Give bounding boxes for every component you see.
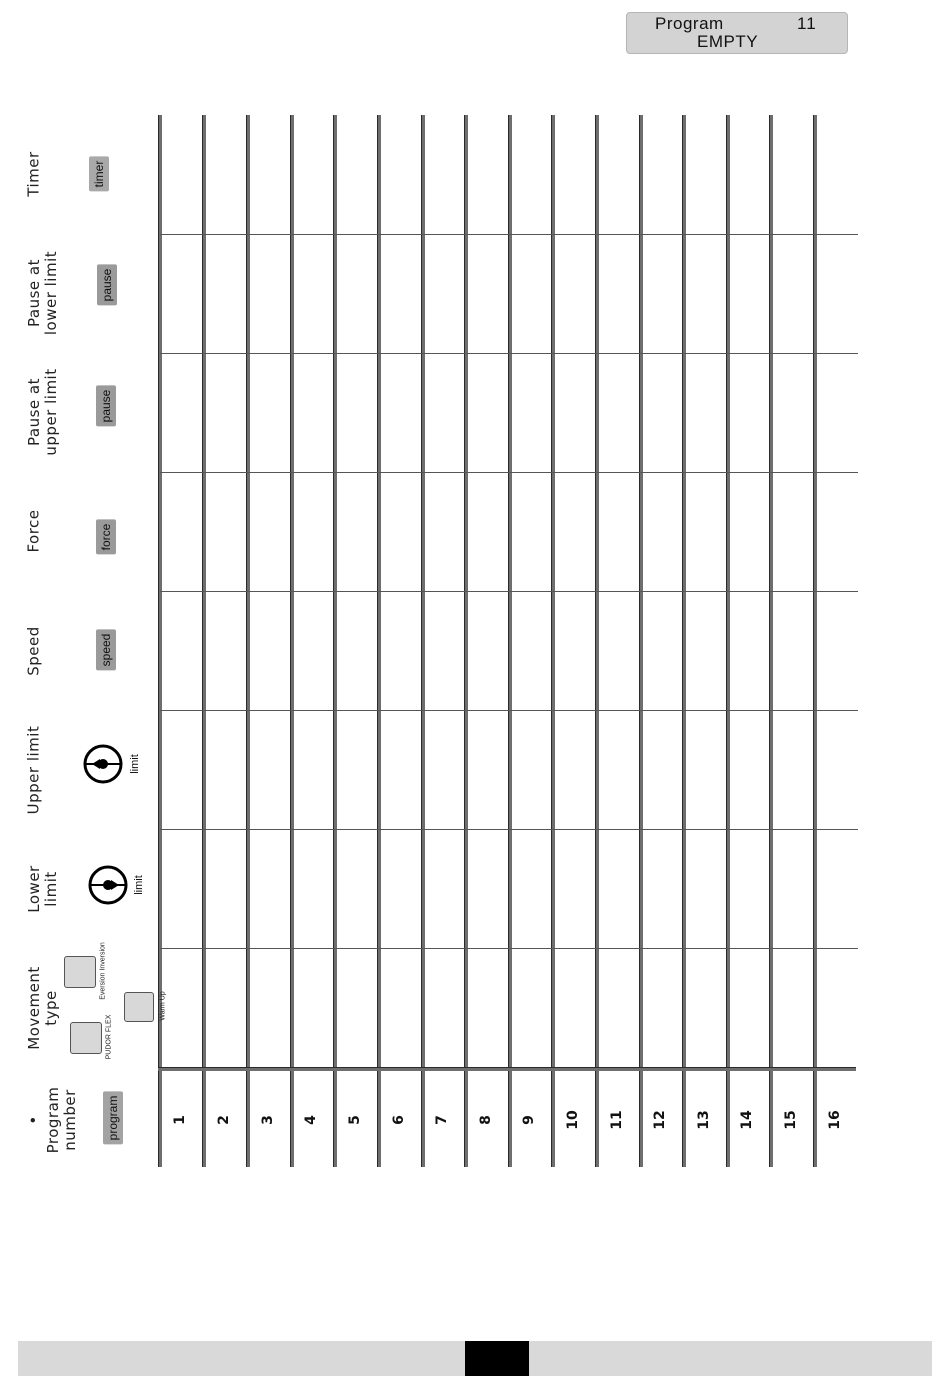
table-divider (160, 472, 858, 473)
row-number: 9 (521, 1115, 537, 1125)
table-divider (160, 710, 858, 711)
header-program-number-label: Program number (44, 1086, 79, 1154)
force-icon: force (96, 520, 116, 555)
header-force-label: Force (24, 509, 43, 553)
table-divider (595, 115, 599, 1167)
pause-icon: pause (96, 386, 116, 427)
table-divider (464, 115, 468, 1167)
table-divider (726, 115, 730, 1167)
row-number: 6 (391, 1115, 407, 1125)
lower-limit-icon-label: limit (133, 875, 145, 895)
badge-number: 11 (797, 14, 817, 33)
speed-icon: speed (96, 630, 116, 671)
table-divider (202, 115, 206, 1167)
header-movement-type-label: Movement type (25, 966, 60, 1050)
header-pause-lower-label: Pause at lower limit (25, 250, 60, 336)
timer-icon: timer (89, 157, 109, 192)
badge-state: EMPTY (697, 32, 759, 51)
table-divider (160, 353, 858, 354)
table-divider (246, 115, 250, 1167)
row-number: 1 (172, 1115, 188, 1125)
table-divider (551, 115, 555, 1167)
row-number: 8 (478, 1115, 494, 1125)
row-number: 3 (260, 1115, 276, 1125)
header-lower-limit-label: Lower limit (25, 865, 60, 913)
row-number: 5 (347, 1115, 363, 1125)
row-number: 2 (216, 1115, 232, 1125)
warm-up-label: Warm Up (159, 991, 167, 1021)
upper-limit-icon (82, 743, 124, 785)
table-divider (639, 115, 643, 1167)
table-divider (160, 234, 858, 235)
table-divider (290, 115, 294, 1167)
pudor-flex-label: PUDOR FLEX (105, 1014, 113, 1060)
table-divider (769, 115, 773, 1167)
row-number: 11 (609, 1110, 625, 1130)
row-number: 12 (652, 1110, 668, 1130)
upper-limit-icon-label: limit (129, 754, 141, 774)
lower-limit-icon (87, 864, 129, 906)
program-badge (626, 12, 848, 54)
table-divider (813, 115, 817, 1167)
row-number: 10 (565, 1110, 581, 1130)
header-speed-label: Speed (24, 626, 43, 676)
header-bullet: • (24, 1115, 43, 1125)
table-divider (160, 591, 858, 592)
eversion-inversion-icon (64, 956, 96, 988)
table-divider (333, 115, 337, 1167)
table-divider (508, 115, 512, 1167)
table-divider (158, 1067, 856, 1071)
program-icon: program (103, 1092, 123, 1145)
footer-page-block (465, 1341, 529, 1376)
row-number: 13 (696, 1110, 712, 1130)
row-number: 7 (434, 1115, 450, 1125)
eversion-inversion-label: Eversion Inversion (99, 942, 107, 1000)
warm-up-icon (124, 992, 154, 1022)
table-divider (421, 115, 425, 1167)
row-number: 4 (303, 1115, 319, 1125)
pause-icon: pause (97, 265, 117, 306)
table-divider (377, 115, 381, 1167)
badge-label: Program (655, 14, 724, 33)
pudor-flex-icon (70, 1022, 102, 1054)
row-number: 15 (783, 1110, 799, 1130)
header-timer-label: Timer (24, 151, 43, 197)
row-number: 14 (739, 1110, 755, 1130)
table-divider (682, 115, 686, 1167)
row-number: 16 (827, 1110, 843, 1130)
header-pause-upper-label: Pause at upper limit (25, 368, 60, 456)
table-divider (160, 829, 858, 830)
table-divider (160, 948, 858, 949)
header-upper-limit-label: Upper limit (24, 725, 43, 815)
